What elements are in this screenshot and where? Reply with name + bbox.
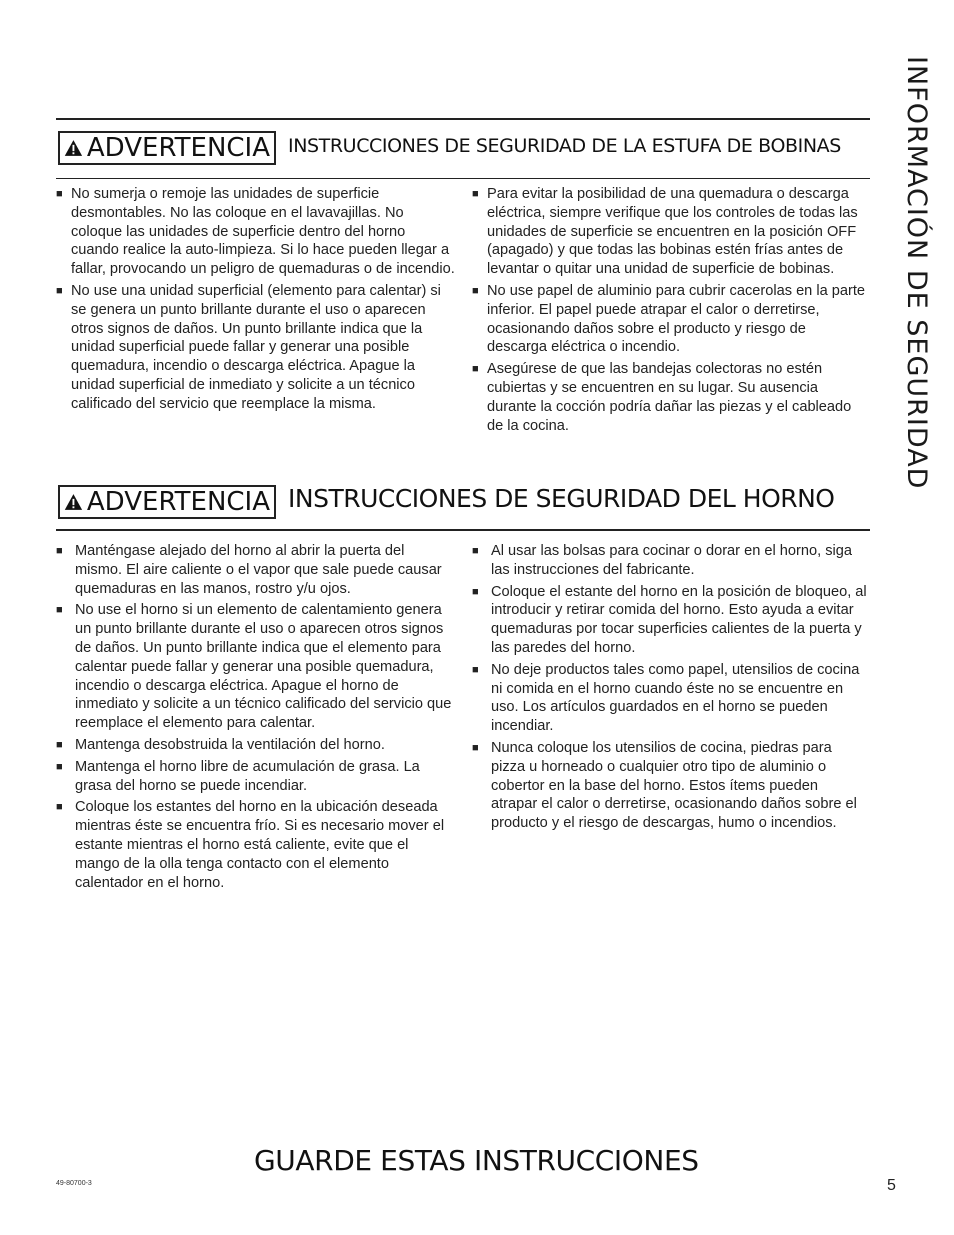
footer-title: GUARDE ESTAS INSTRUCCIONES (254, 1144, 699, 1177)
list-item (56, 601, 454, 733)
list-item-text: Mantenga el horno libre de acumulación de grasa. La grasa del horno se puede incendiar. (75, 758, 420, 794)
bullet-icon: ■ (472, 663, 479, 676)
bullet-icon: ■ (56, 760, 63, 773)
list-item (56, 542, 454, 598)
bullet-icon: ■ (56, 545, 63, 557)
list-item (56, 758, 454, 796)
list-item-text: Al usar las bolsas para cocinar o dorar en el horno, siga las instrucciones del fabricante. (491, 543, 852, 578)
bullet-icon: ■ (56, 604, 63, 617)
bullet-icon: ■ (472, 363, 479, 376)
list-item-text: No use papel de aluminio para cubrir cacerolas en la parte inferior. El papel puede atrapar el calor o derretirse, ocasionando daños sobre el producto y riesgo de descarga eléctrica o incendio. (487, 282, 866, 356)
list-item-text: Coloque el estante del horno en la posición de bloqueo, al introducir y retirar comida del horno. Esto ayuda a evitar quemaduras por tocar superficies calientes de la puerta y las paredes del horno. (491, 583, 867, 656)
bullet-icon: ■ (472, 741, 479, 754)
list-item-text: No deje productos tales como papel, utensilios de cocina ni comida en el horno cuando éste no se encuentre en uso. Los artículos guardados en el horno se pueden incendiar. (491, 661, 860, 735)
section2-right-list (472, 542, 868, 836)
list-item-text: Mantenga desobstruida la ventilación del horno. (75, 736, 385, 753)
list-item-text: Nunca coloque los utensilios de cocina, piedras para pizza u horneado o cualquier otro tipo de aluminio o cobertor en la base del horno. Estos ítems pueden atrapar el calor o derretirse, ocasionando daños sobre el producto y el riesgo de descargas, humo o incendios. (491, 739, 857, 832)
section1-right-list (472, 185, 868, 438)
list-item-text: Manténgase alejado del horno al abrir la puerta del mismo. El aire caliente o el vapor que sale puede causar quemaduras en las manos, rostro y/u ojos. (75, 543, 442, 597)
document-number: 49-80700-3 (56, 1180, 92, 1187)
bullet-icon: ■ (56, 738, 63, 751)
section1-warning-label: ADVERTENCIA (86, 133, 270, 163)
section1-top-rule (56, 118, 870, 120)
list-item (56, 282, 456, 414)
bullet-icon: ■ (56, 284, 63, 297)
list-item (472, 661, 868, 736)
list-item-text: No sumerja o remoje las unidades de superficie desmontables. No las coloque en el lavavajillas. No coloque las unidades de superficie dentro del horno cuando realice la auto-limpieza. Si lo hace pueden llegar a fallar, provocando un peligro de quemaduras o de incendio. (71, 186, 455, 278)
list-item (472, 739, 868, 833)
list-item (56, 736, 454, 755)
section1-heading: INSTRUCCIONES DE SEGURIDAD DE LA ESTUFA DE BOBINAS (288, 135, 841, 157)
bullet-icon: ■ (56, 188, 63, 200)
warning-triangle-icon (64, 137, 83, 159)
section2-warning-badge (58, 485, 276, 519)
list-item (472, 185, 868, 279)
bullet-icon: ■ (472, 545, 479, 557)
side-section-title: INFORMACIÓN DE SEGURIDAD (901, 56, 932, 490)
warning-triangle-icon (64, 491, 83, 513)
section2-warning-label: ADVERTENCIA (86, 487, 270, 517)
list-item-text: No use el horno si un elemento de calentamiento genera un punto brillante durante el uso o aparecen otros signos de daños. Un punto brillante indica que el elemento para calentar puede fallar y generar una posible quemadura, incendio o descarga eléctrica. Apague el horno de inmediato y solicite a un técnico calificado del servicio que reemplace el elemento para calentar. (75, 602, 452, 732)
list-item-text: No use una unidad superficial (elemento para calentar) si se genera un punto brillante durante el uso o aparecen otros signos de daños. Un punto brillante indica que la unidad superficial puede fallar y generar una posible quemadura, incendio o descarga eléctrica. Apague la unidad superficial de inmediato y solicite a un técnico calificado del servicio que reemplace la misma. (71, 282, 441, 412)
bullet-icon: ■ (472, 585, 479, 598)
list-item (472, 282, 868, 357)
list-item (472, 542, 868, 580)
list-item (56, 798, 454, 892)
section2-heading: INSTRUCCIONES DE SEGURIDAD DEL HORNO (288, 484, 835, 513)
list-item (56, 185, 456, 279)
bullet-icon: ■ (472, 284, 479, 297)
page-number: 5 (887, 1177, 896, 1194)
list-item-text: Para evitar la posibilidad de una quemadura o descarga eléctrica, siempre verifique que los controles de todas las unidades de superficie se encuentren en la posición OFF (apagado) y que todas las bobinas estén frías antes de levantar o quitar una unidad de superficie de bobinas. (487, 186, 858, 278)
section2-left-list (56, 542, 454, 895)
section1-warning-badge (58, 131, 276, 165)
bullet-icon: ■ (56, 801, 63, 814)
list-item (472, 360, 868, 435)
list-item (472, 583, 868, 658)
bullet-icon: ■ (472, 188, 479, 200)
section2-heading-rule (56, 529, 870, 531)
list-item-text: Coloque los estantes del horno en la ubicación deseada mientras éste se encuentra frío. Si es necesario mover el estante mientras el horno está caliente, evite que el mango de la olla tenga contacto con el elemento calentador en el horno. (75, 799, 445, 891)
section1-heading-rule (56, 178, 870, 179)
list-item-text: Asegúrese de que las bandejas colectoras no estén cubiertas y se encuentren en su lugar. Su ausencia durante la cocción podría dañar las piezas y el cableado de la cocina. (487, 361, 852, 434)
section1-left-list (56, 185, 456, 417)
